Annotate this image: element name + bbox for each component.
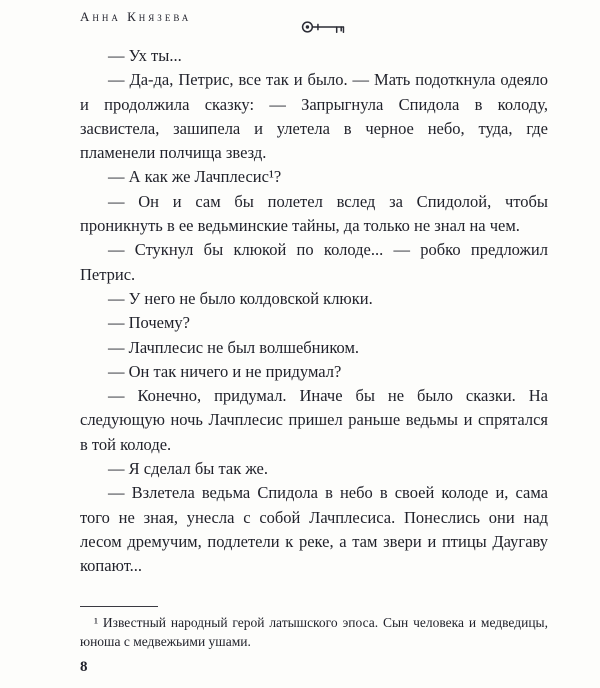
paragraph: — А как же Лачплесис¹? <box>108 167 282 187</box>
running-header <box>80 8 548 40</box>
paragraph: — Стукнул бы клюкой по колоде... — робко предложил Петрис. <box>80 240 548 284</box>
paragraph: — Ух ты... <box>108 46 182 65</box>
paragraph: — Лачплесис не был волшебником. <box>108 337 360 357</box>
paragraph: — У него не было колдовской клюки. <box>108 288 373 308</box>
paragraph: — Конечно, придумал. Иначе бы не было сказки. На следующую ночь Лачплесис пришел раньше ведьмы и спрятался в той колоде. <box>80 386 548 454</box>
paragraph: — Почему? <box>108 313 191 333</box>
key-ornament-icon <box>299 18 351 36</box>
footnote-divider <box>80 606 158 607</box>
footnote-text: ¹ Известный народный герой латышского эпоса. Сын человека и медведицы, юноша с медвежьими ушами. <box>80 615 548 649</box>
paragraph: — Да-да, Петрис, все так и было. — Мать подоткнула одеяло и продолжила сказку: — Запрыгнула Спидола в колоду, засвистела, зашипела и улетела в черное небо, туда, где пламенели полчища звезд. <box>80 70 548 163</box>
footnote-block <box>80 598 548 651</box>
paragraph: — Взлетела ведьма Спидола в небо в своей колоде и, сама того не зная, унесла с собой Лачплесиса. Понеслись они над лесом дремучим, подлетели к реке, а там звери и птицы Даугаву копают... <box>80 483 548 576</box>
author-name: Анна Князева <box>80 9 192 24</box>
body-text <box>80 44 548 579</box>
paragraph: — Он так ничего и не придумал? <box>108 361 342 381</box>
paragraph: — Он и сам бы полетел вслед за Спидолой, чтобы проникнуть в ее ведьминские тайны, да только не знал на чем. <box>80 191 548 236</box>
paragraph: — Я сделал бы так же. <box>108 459 268 479</box>
page-number: 8 <box>80 659 88 675</box>
